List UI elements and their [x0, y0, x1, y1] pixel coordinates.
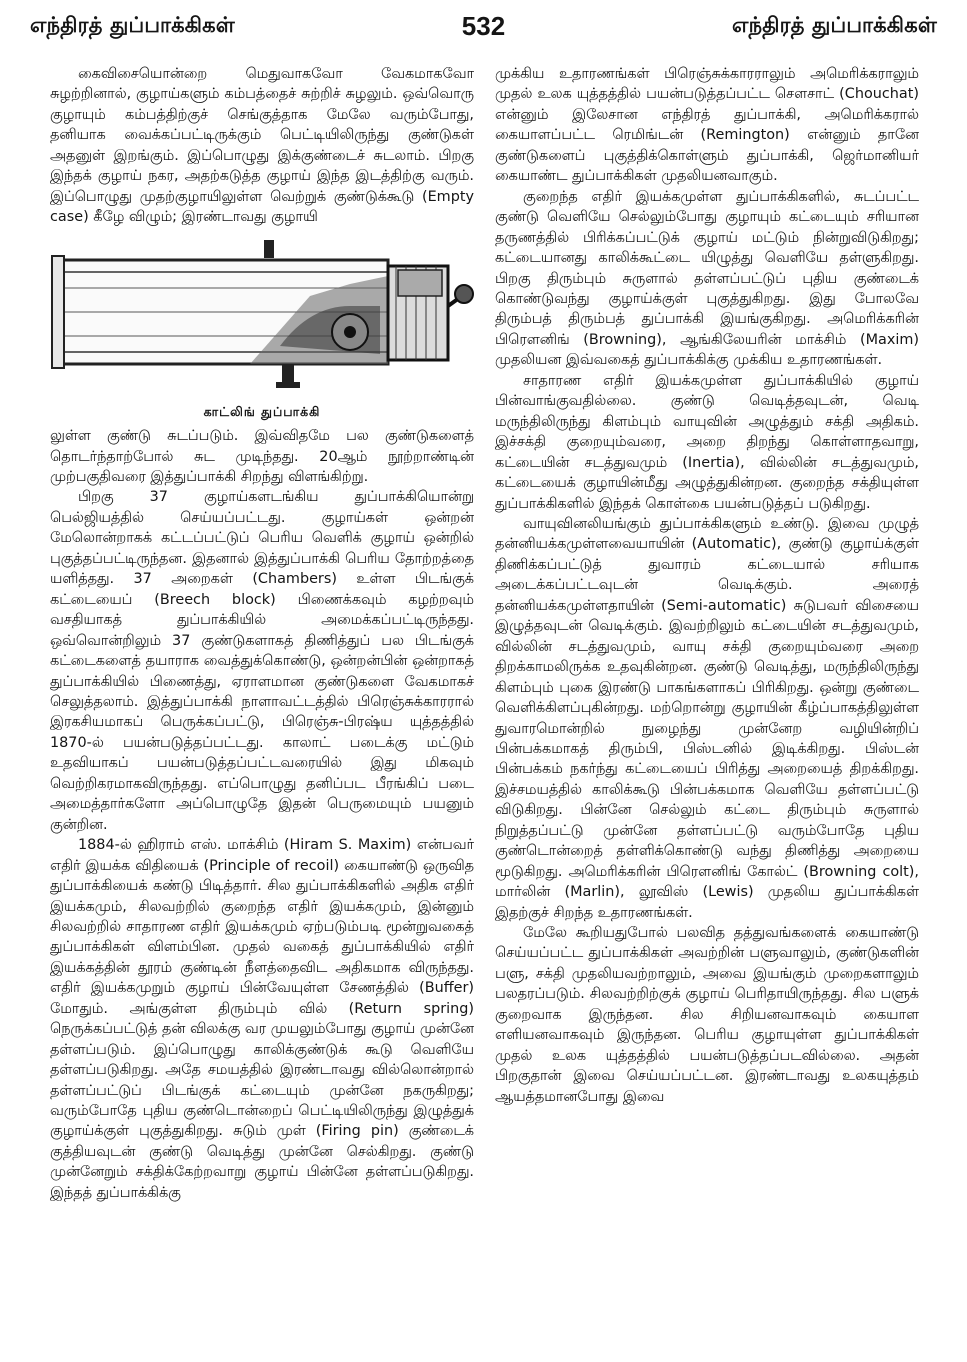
- gatling-gun-figure: [50, 236, 474, 396]
- gatling-gun-illustration-icon: [50, 236, 474, 396]
- right-paragraph-2: குறைந்த எதிர் இயக்கமுள்ள துப்பாக்கிகளில், சுடப்பட்ட குண்டு வெளியே செல்லும்போது குழாயும் கட்டையும் சரியான தருணத்தில் பிரிக்கப்பட்டுக் குழாய் மட்டும் நின்றுவிடுகிறது; கட்டையானது காலிக்கூட்டை யிழுத்து வெளியே தள்ளுகிறது. பிறகு திரும்பும் சுருளால் தள்ளப்பட்டுப் புதிய குண்டைக் கொண்டுவந்து குழாய்க்குள் புகுத்துகிறது. இது போலவே திரும்பத் திரும்பத் துப்பாக்கி இயங்குகிறது. அமெரிக்கரின் பிரௌனிங் (Browning), ஆங்கிலேயரின் மாக்சிம் (Maxim) முதலியன இவ்வகைத் துப்பாக்கிக்கு முக்கிய உதாரணங்கள்.: [495, 188, 919, 369]
- page-header: [30, 8, 937, 44]
- left-paragraph-4: 1884-ல் ஹிராம் எஸ். மாக்சிம் (Hiram S. Maxim) என்பவர் எதிர் இயக்க விதியைக் (Principle of recoil) கையாண்டு ஒருவித துப்பாக்கியைக் கண்டு பிடித்தார். சில துப்பாக்கிகளில் அதிக எதிர் இயக்கமும், சிலவற்றில் குறைந்த எதிர் இயக்கமும், இன்னும் சிலவற்றில் சாதாரண எதிர் இயக்கமும் ஏற்படும்படி மூன்றுவகைத் துப்பாக்கிகள் விளம்பின. முதல் வகைத் துப்பாக்கியில் எதிர் இயக்கத்தின் தூரம் குண்டின் நீளத்தைவிட அதிகமாக விருந்தது. எதிர் இயக்கமுறும் குழாய் பின்வேயுள்ள சேணத்தில் (Buffer) மோதும். அங்குள்ள திரும்பும் வில் (Return spring) நெருக்கப்பட்டுத் தன் விலக்கு வர முயலும்போது குழாய் முன்னே தள்ளப்படும். இப்பொழுது காலிக்குண்டுக் கூடு வெளியே தள்ளப்படுகிறது. அதே சமயத்தில் இரண்டாவது வில்லொன்றால் தள்ளப்பட்டுப் பிடங்குக் கட்டையும் முன்னே நகருகிறது; வரும்போதே புதிய குண்டொன்றைப் பெட்டியிலிருந்து இழுத்துக் குழாய்க்குள் புகுத்துகிறது. சுடும் முள் (Firing pin) குண்டைக் குத்தியவுடன் குண்டு வெடித்து முன்னே செல்கிறது. குண்டு முன்னேறும் சக்திக்கேற்றவாறு குழாய் பின்னே தள்ளப்படுகிறது. இந்தத் துப்பாக்கிக்கு: [50, 837, 474, 1201]
- left-column: [50, 64, 474, 1203]
- left-paragraph-1: கைவிசையொன்றை மெதுவாகவோ வேகமாகவோ சுழற்றினால், குழாய்களும் கம்பத்தைச் சுற்றிச் சுழலும். ஒவ்வொரு குழாயும் கம்பத்திற்குச் செங்குத்தாக மேலே வரும்போது, தனியாக வைக்கப்பட்டிருக்கும் பெட்டியிலிருந்து குண்டுகள் அதனுள் இறங்கும். இப்பொழுது இக்குண்டைச் சுடலாம். பிறகு இந்தக் குழாய் நகர, அதற்கடுத்த குழாய் இந்த இடத்திற்கு வரும். இப்பொழுது முதற்குழாயிலுள்ள வெற்றுக் குண்டுக்கூடு (Empty case) கீழே விழும்; இரண்டாவது குழாயி: [50, 66, 474, 226]
- running-title-right: எந்திரத் துப்பாக்கிகள்: [732, 12, 937, 37]
- left-paragraph-3: பிறகு 37 குழாய்களடங்கிய துப்பாக்கியொன்று பெல்ஜியத்தில் செய்யப்பட்டது. குழாய்கள் ஒன்றன் மேலொன்றாகக் கட்டப்பட்டுப் பெரிய வெளிக் குழாய் ஒன்றில் புகுத்தப்பட்டிருந்தன. இதனால் இத்துப்பாக்கி பெரிய தோற்றத்தை யளித்தது. 37 அறைகள் (Chambers) உள்ள பிடங்குக் கட்டையைப் (Breech block) பிணைக்கவும் கழற்றவும் வசதியாகத் துப்பாக்கியில் அமைக்கப்பட்டிருந்தது. ஒவ்வொன்றிலும் 37 குண்டுகளாகத் திணித்துப் பல பிடங்குக் கட்டைகளைத் தயாராக வைத்துக்கொண்டு, ஒன்றன்பின் ஒன்றாகத் துப்பாக்கியில் பிணைத்து, ஏராளமான குண்டுகளை வேகமாகச் செலுத்தலாம். இத்துப்பாக்கி நாளாவட்டத்தில் பிரெஞ்சுக்காரரால் இரகசியமாகப் பெருக்கப்பட்டு, பிரெஞ்சு-பிரஷ்ய யுத்தத்தில் 1870-ல் பயன்படுத்தப்பட்டது. காலாட் படைக்கு மட்டும் உதவியாகப் பயன்படுத்தப்பட்டவரையில் இது மிகவும் வெற்றிகரமாகவிருந்தது. எப்பொழுது தனிப்பட பீரங்கிப் படை அமைத்தார்களோ அப்பொழுதே இதன் பெருமையும் பயனும் குன்றின.: [50, 489, 474, 833]
- page-number: 532: [461, 10, 506, 41]
- right-paragraph-5: மேலே கூறியதுபோல் பலவித தத்துவங்களைக் கையாண்டு செய்யப்பட்ட துப்பாக்கிகள் அவற்றின் பளுவாலும், குண்டுகளின் பளு, சக்தி முதலியவற்றாலும், அவை இயங்கும் முறைகளாலும் பலதரப்படும். சிலவற்றிற்குக் குழாய் பெரிதாயிருந்தது. சில பளுக் குறைவாக இருந்தன. சில சிறியனவாகவும் கையாள எளியனவாகவும் இருந்தன. பெரிய குழாயுள்ள துப்பாக்கிகள் முதல் உலக யுத்தத்தில் பயன்படுத்தப்படவில்லை. அதன் பிறகுதான் இவை செய்யப்பட்டன. இரண்டாவது உலகயுத்தம் ஆயத்தமானபோது இவை: [495, 925, 919, 1105]
- right-column: [495, 64, 919, 1107]
- figure-caption: காட்லிங் துப்பாக்கி: [203, 403, 321, 419]
- running-title-left: எந்திரத் துப்பாக்கிகள்: [30, 12, 235, 37]
- right-paragraph-3: சாதாரண எதிர் இயக்கமுள்ள துப்பாக்கியில் குழாய் பின்வாங்குவதில்லை. குண்டு வெடித்தவுடன், வெடி மருந்திலிருந்து கிளம்பும் வாயுவின் அழுத்தும் சக்தி அதிகம். இச்சக்தி குறையும்வரை, அறை திறந்து கொள்ளாதவாறு, கட்டையின் சடத்துவமும் (Inertia), வில்லின் சடத்துவமும், கட்டையைக் குழாயின்மீது அழுத்துகின்றன. குறைந்த சக்தியுள்ள துப்பாக்கிகளில் இந்தக் கொள்கை பயன்படுத்தப் படுகிறது.: [495, 372, 919, 512]
- right-paragraph-4: வாயுவினலியங்கும் துப்பாக்கிகளும் உண்டு. இவை முழுத் தன்னியக்கமுள்ளவையாயின் (Automatic), குண்டு குழாய்க்குள் திணிக்கப்பட்டுத் துவாரம் கட்டையால் சரியாக அடைக்கப்பட்டவுடன் வெடிக்கும். அரைத் தன்னியக்கமுள்ளதாயின் (Semi-automatic) சுடுபவர் விசையை இழுத்தவுடன் வெடிக்கும். இவற்றிலும் கட்டையின் சடத்துவமும், வில்லின் சடத்துவமும், வாயு சக்தி குறையும்வரை அறை திறக்காமலிருக்க உதவுகின்றன. குண்டு வெடித்து, மருந்திலிருந்து கிளம்பும் புகை இரண்டு பாகங்களாகப் பிரிகிறது. ஒன்று குண்டை வெளிக்கிளப்புகின்றது. மற்றொன்று குழாயின் கீழ்ப்பாகத்திலுள்ள துவாரமொன்றில் நுழைந்து முன்னேற வழியின்றிப் பின்பக்கமாகத் திரும்பி, பிஸ்டனில் இடிக்கிறது. பிஸ்டன் பின்பக்கம் நகர்ந்து கட்டையைப் பிரித்து அறையைத் திறக்கிறது. இச்சமயத்தில் காலிக்கூடு பின்பக்கமாக வெளியே தள்ளப்பட்டு விடுகிறது. பின்னே செல்லும் கட்டை திரும்பும் சுருளால் நிறுத்தப்பட்டு முன்னே தள்ளப்பட்டு வரும்போதே புதிய குண்டொன்றைத் தள்ளிக்கொண்டு வந்து திணித்து அறையை மூடுகிறது. அமெரிக்கரின் பிரௌனிங் கோல்ட் (Browning colt), மார்லின் (Marlin), லூவிஸ் (Lewis) முதலிய துப்பாக்கிகள் இதற்குச் சிறந்த உதாரணங்கள்.: [495, 515, 919, 921]
- left-paragraph-2: லுள்ள குண்டு சுடப்படும். இவ்விதமே பல குண்டுகளைத் தொடர்ந்தாற்போல் சுட முடிந்தது. 20ஆம் நூற்றாண்டின் முற்பகுதிவரை இத்துப்பாக்கி சிறந்து விளங்கிற்று.: [50, 428, 474, 485]
- right-paragraph-1: முக்கிய உதாரணங்கள் பிரெஞ்சுக்காரராலும் அமெரிக்கராலும் முதல் உலக யுத்தத்தில் பயன்படுத்தப்பட்ட சௌசாட் (Chouchat) என்னும் இலேசான எந்திரத் துப்பாக்கி, அமெரிக்கரால் கையாளப்பட்ட ரெமிங்டன் (Remington) என்னும் தானே குண்டுகளைப் புகுத்திக்கொள்ளும் துப்பாக்கி, ஜெர்மானியர் கையாண்ட துப்பாக்கிகள் முதலியனவாகும்.: [495, 66, 919, 185]
